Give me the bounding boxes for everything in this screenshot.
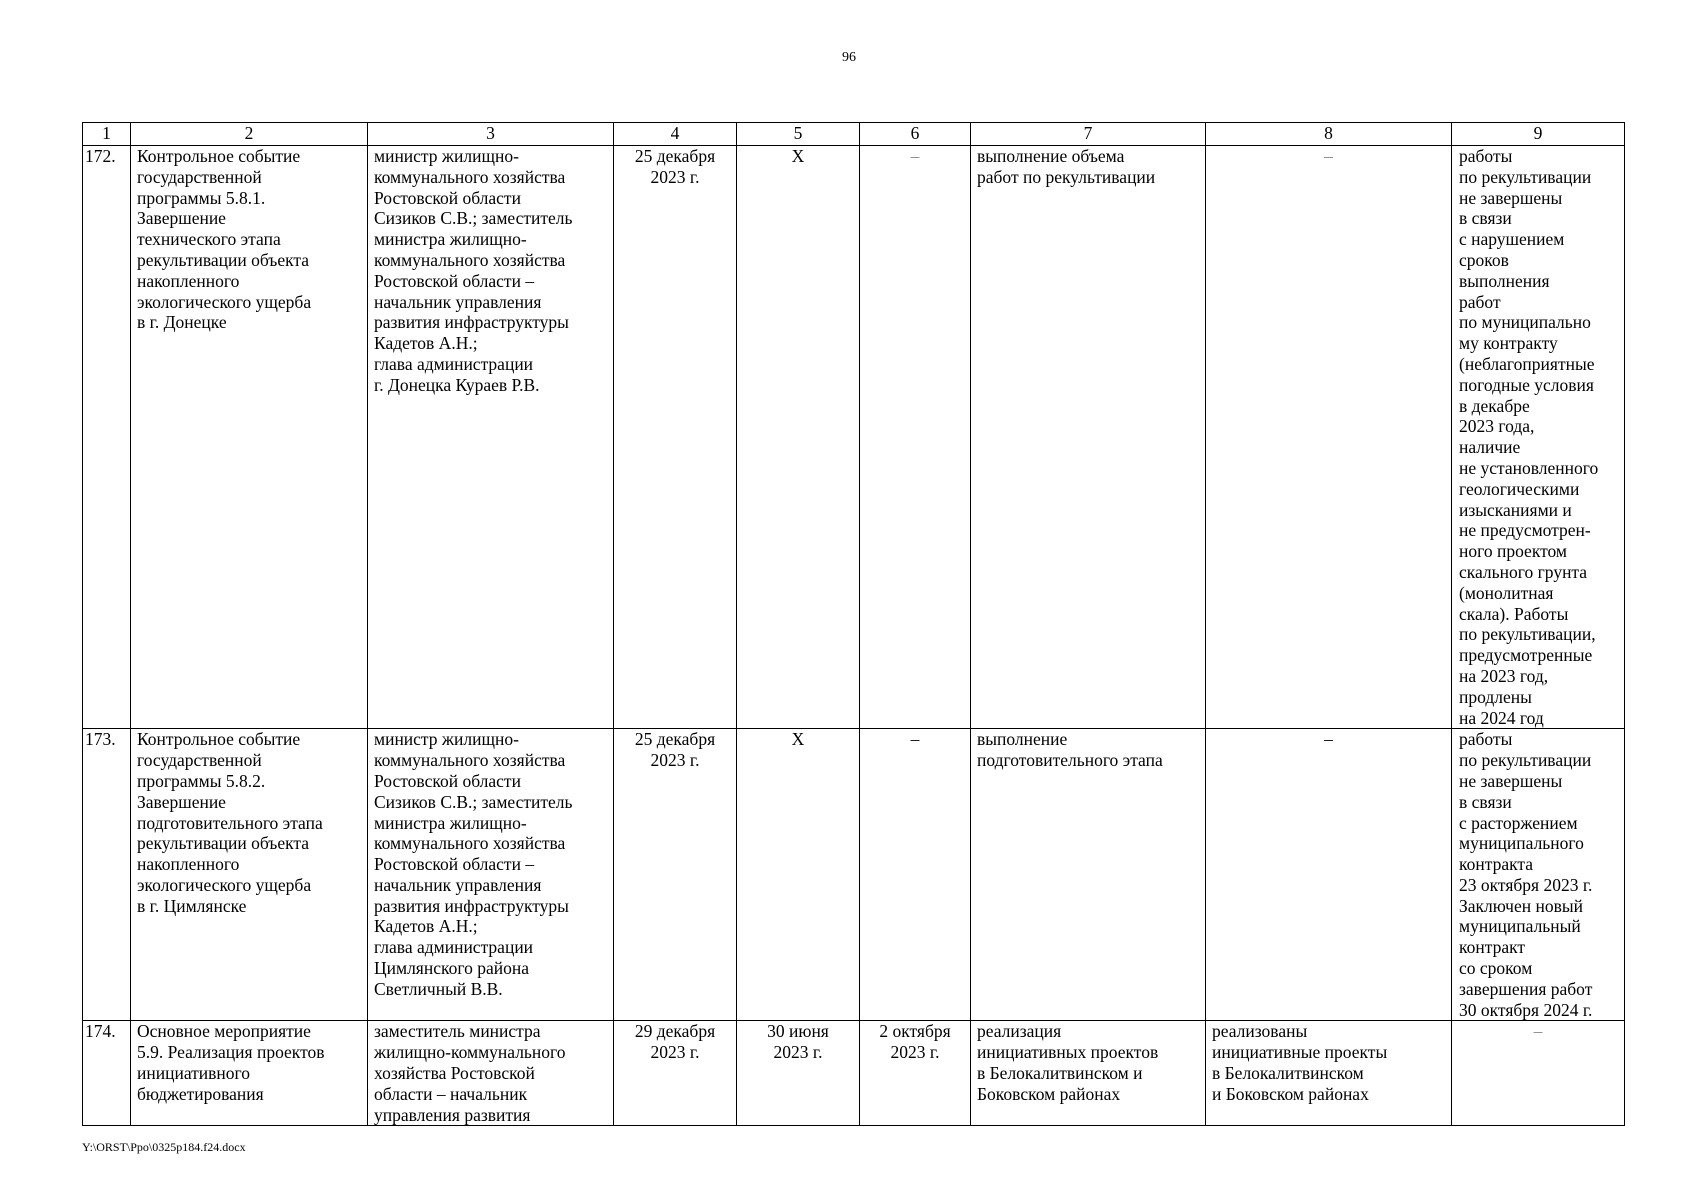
column-6-cell: –: [860, 729, 971, 1021]
planned-date-cell: 29 декабря 2023 г.: [614, 1021, 737, 1126]
responsible-cell: заместитель министра жилищно-коммунального хозяйства Ростовской области – начальник управления развития: [368, 1021, 614, 1126]
column-number: 8: [1206, 123, 1452, 146]
file-path-footer: Y:\ORST\Ppo\0325p184.f24.docx: [82, 1140, 246, 1154]
page-number: 96: [842, 50, 856, 65]
column-6-cell: 2 октября 2023 г.: [860, 1021, 971, 1126]
column-6-cell: –: [860, 146, 971, 729]
table-row: [83, 1021, 1625, 1126]
actual-result-cell: –: [1206, 729, 1452, 1021]
column-number: 4: [614, 123, 737, 146]
note-cell: работы по рекультивации не завершены в связи с расторжением муниципального контракта 23 октября 2023 г. Заключен новый муниципальный контракт со сроком завершения работ 30 октября 2024 г.: [1452, 729, 1625, 1021]
planned-date-cell: 25 декабря 2023 г.: [614, 729, 737, 1021]
event-name-cell: Основное мероприятие 5.9. Реализация проектов инициативного бюджетирования: [131, 1021, 368, 1126]
column-5-cell: X: [737, 729, 860, 1021]
responsible-cell: министр жилищно- коммунального хозяйства Ростовской области Сизиков С.В.; заместитель министра жилищно- коммунального хозяйства Ростовской области – начальник управления развития инфраструктуры Кадетов А.Н.; глава администрации г. Донецка Кураев Р.В.: [368, 146, 614, 729]
column-number: 5: [737, 123, 860, 146]
table-row: [83, 729, 1625, 1021]
table-row: [83, 146, 1625, 729]
actual-result-cell: реализованы инициативные проекты в Белокалитвинском и Боковском районах: [1206, 1021, 1452, 1126]
row-number: 172.: [83, 146, 131, 729]
row-number: 174.: [83, 1021, 131, 1126]
expected-result-cell: реализация инициативных проектов в Белокалитвинском и Боковском районах: [971, 1021, 1206, 1126]
note-cell: –: [1452, 1021, 1625, 1126]
note-cell: работы по рекультивации не завершены в связи с нарушением сроков выполнения работ по муниципально му контракту (неблагоприятные погодные условия в декабре 2023 года, наличие не установленного геологическими изысканиями и не предусмотрен- ного проектом скального грунта (монолитная скала). Работы по рекультивации, предусмотренные на 2023 год, продлены на 2024 год: [1452, 146, 1625, 729]
report-table: [82, 122, 1625, 1126]
event-name-cell: Контрольное событие государственной программы 5.8.2. Завершение подготовительного этапа рекультивации объекта накопленного экологического ущерба в г. Цимлянске: [131, 729, 368, 1021]
actual-result-cell: –: [1206, 146, 1452, 729]
expected-result-cell: выполнение подготовительного этапа: [971, 729, 1206, 1021]
column-number: 2: [131, 123, 368, 146]
column-number: 1: [83, 123, 131, 146]
column-number: 3: [368, 123, 614, 146]
event-name-cell: Контрольное событие государственной программы 5.8.1. Завершение технического этапа рекультивации объекта накопленного экологического ущерба в г. Донецке: [131, 146, 368, 729]
expected-result-cell: выполнение объема работ по рекультивации: [971, 146, 1206, 729]
column-number: 9: [1452, 123, 1625, 146]
responsible-cell: министр жилищно- коммунального хозяйства Ростовской области Сизиков С.В.; заместитель министра жилищно- коммунального хозяйства Ростовской области – начальник управления развития инфраструктуры Кадетов А.Н.; глава администрации Цимлянского района Светличный В.В.: [368, 729, 614, 1021]
column-5-cell: 30 июня 2023 г.: [737, 1021, 860, 1126]
planned-date-cell: 25 декабря 2023 г.: [614, 146, 737, 729]
column-number: 7: [971, 123, 1206, 146]
column-5-cell: X: [737, 146, 860, 729]
column-number-row: [83, 123, 1625, 146]
row-number: 173.: [83, 729, 131, 1021]
column-number: 6: [860, 123, 971, 146]
